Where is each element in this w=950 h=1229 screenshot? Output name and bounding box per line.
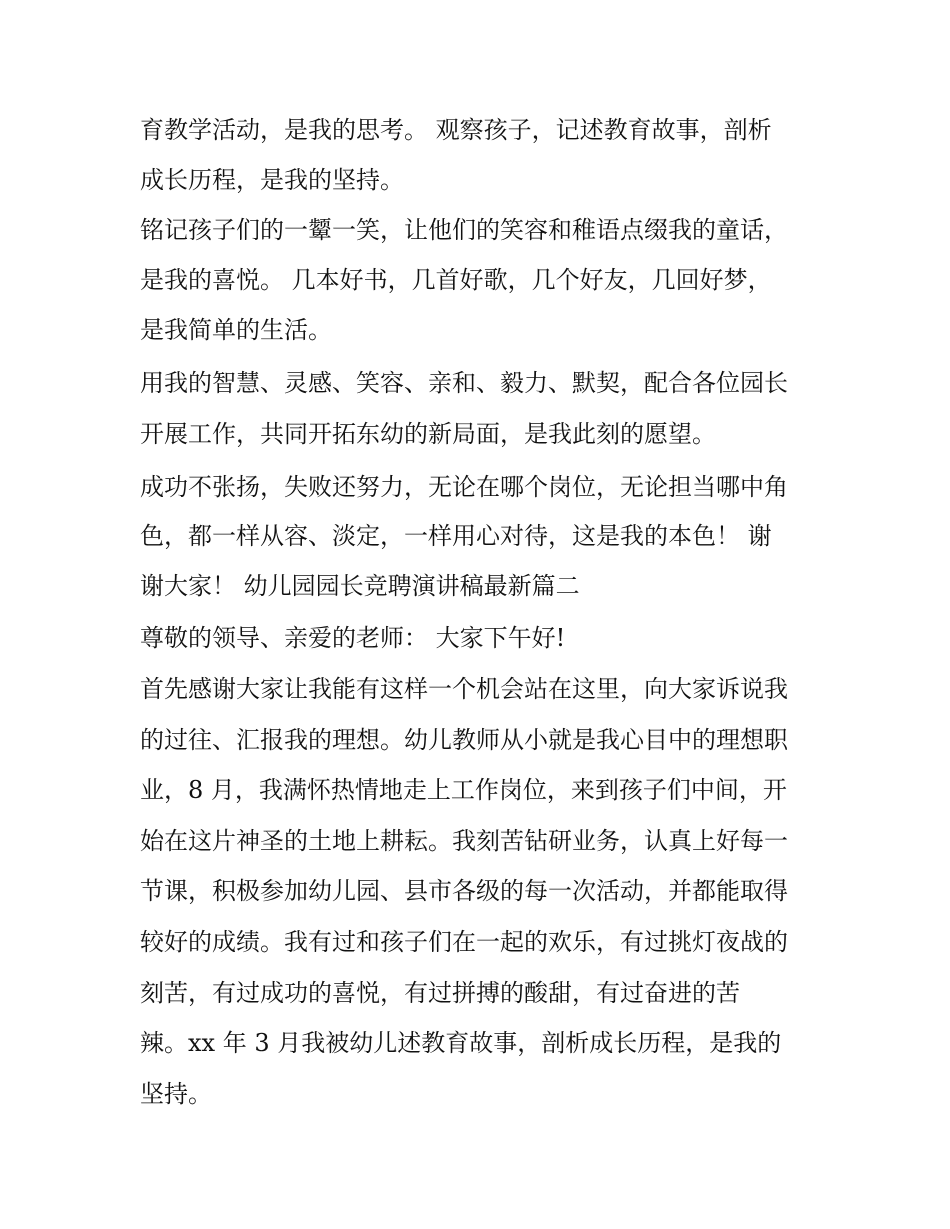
- text-line: 辣。xx 年 3 月我被幼儿述教育故事，剖析成长历程，是我的: [140, 1029, 782, 1057]
- text-line: 首先感谢大家让我能有这样一个机会站在这里，向大家诉说我: [140, 675, 788, 703]
- text-line: 育教学活动，是我的思考。 观察孩子，记述教育故事，剖析: [140, 116, 772, 144]
- text-line: 的过往、汇报我的理想。幼儿教师从小就是我心目中的理想职: [140, 726, 788, 754]
- text-line: 是我的喜悦。 几本好书，几首好歌，几个好友，几回好梦，: [140, 266, 772, 294]
- text-line: 较好的成绩。我有过和孩子们在一起的欢乐，有过挑灯夜战的: [140, 928, 788, 956]
- text-line: 成长历程，是我的坚持。: [140, 166, 404, 194]
- text-line: 始在这片神圣的土地上耕耘。我刻苦钻研业务，认真上好每一: [140, 827, 788, 855]
- text-line: 是我简单的生活。: [140, 316, 332, 344]
- text-line: 谢大家！ 幼儿园园长竞聘演讲稿最新篇二: [140, 572, 580, 600]
- text-line: 铭记孩子们的一颦一笑，让他们的笑容和稚语点缀我的童话，: [140, 216, 788, 244]
- text-line: 坚持。: [140, 1080, 212, 1108]
- text-line: 成功不张扬，失败还努力，无论在哪个岗位，无论担当哪中角: [140, 473, 788, 501]
- text-line: 色，都一样从容、淡定，一样用心对待，这是我的本色！ 谢: [140, 522, 772, 550]
- text-line: 开展工作，共同开拓东幼的新局面，是我此刻的愿望。: [140, 420, 716, 448]
- text-line: 刻苦，有过成功的喜悦，有过拼搏的酸甜，有过奋进的苦: [140, 979, 740, 1007]
- text-line: 用我的智慧、灵感、笑容、亲和、毅力、默契，配合各位园长: [140, 369, 788, 397]
- text-line: 业，8 月，我满怀热情地走上工作岗位，来到孩子们中间，开: [140, 776, 787, 804]
- text-line: 节课，积极参加幼儿园、县市各级的每一次活动，并都能取得: [140, 877, 788, 905]
- text-line: 尊敬的领导、亲爱的老师： 大家下午好!: [140, 624, 566, 652]
